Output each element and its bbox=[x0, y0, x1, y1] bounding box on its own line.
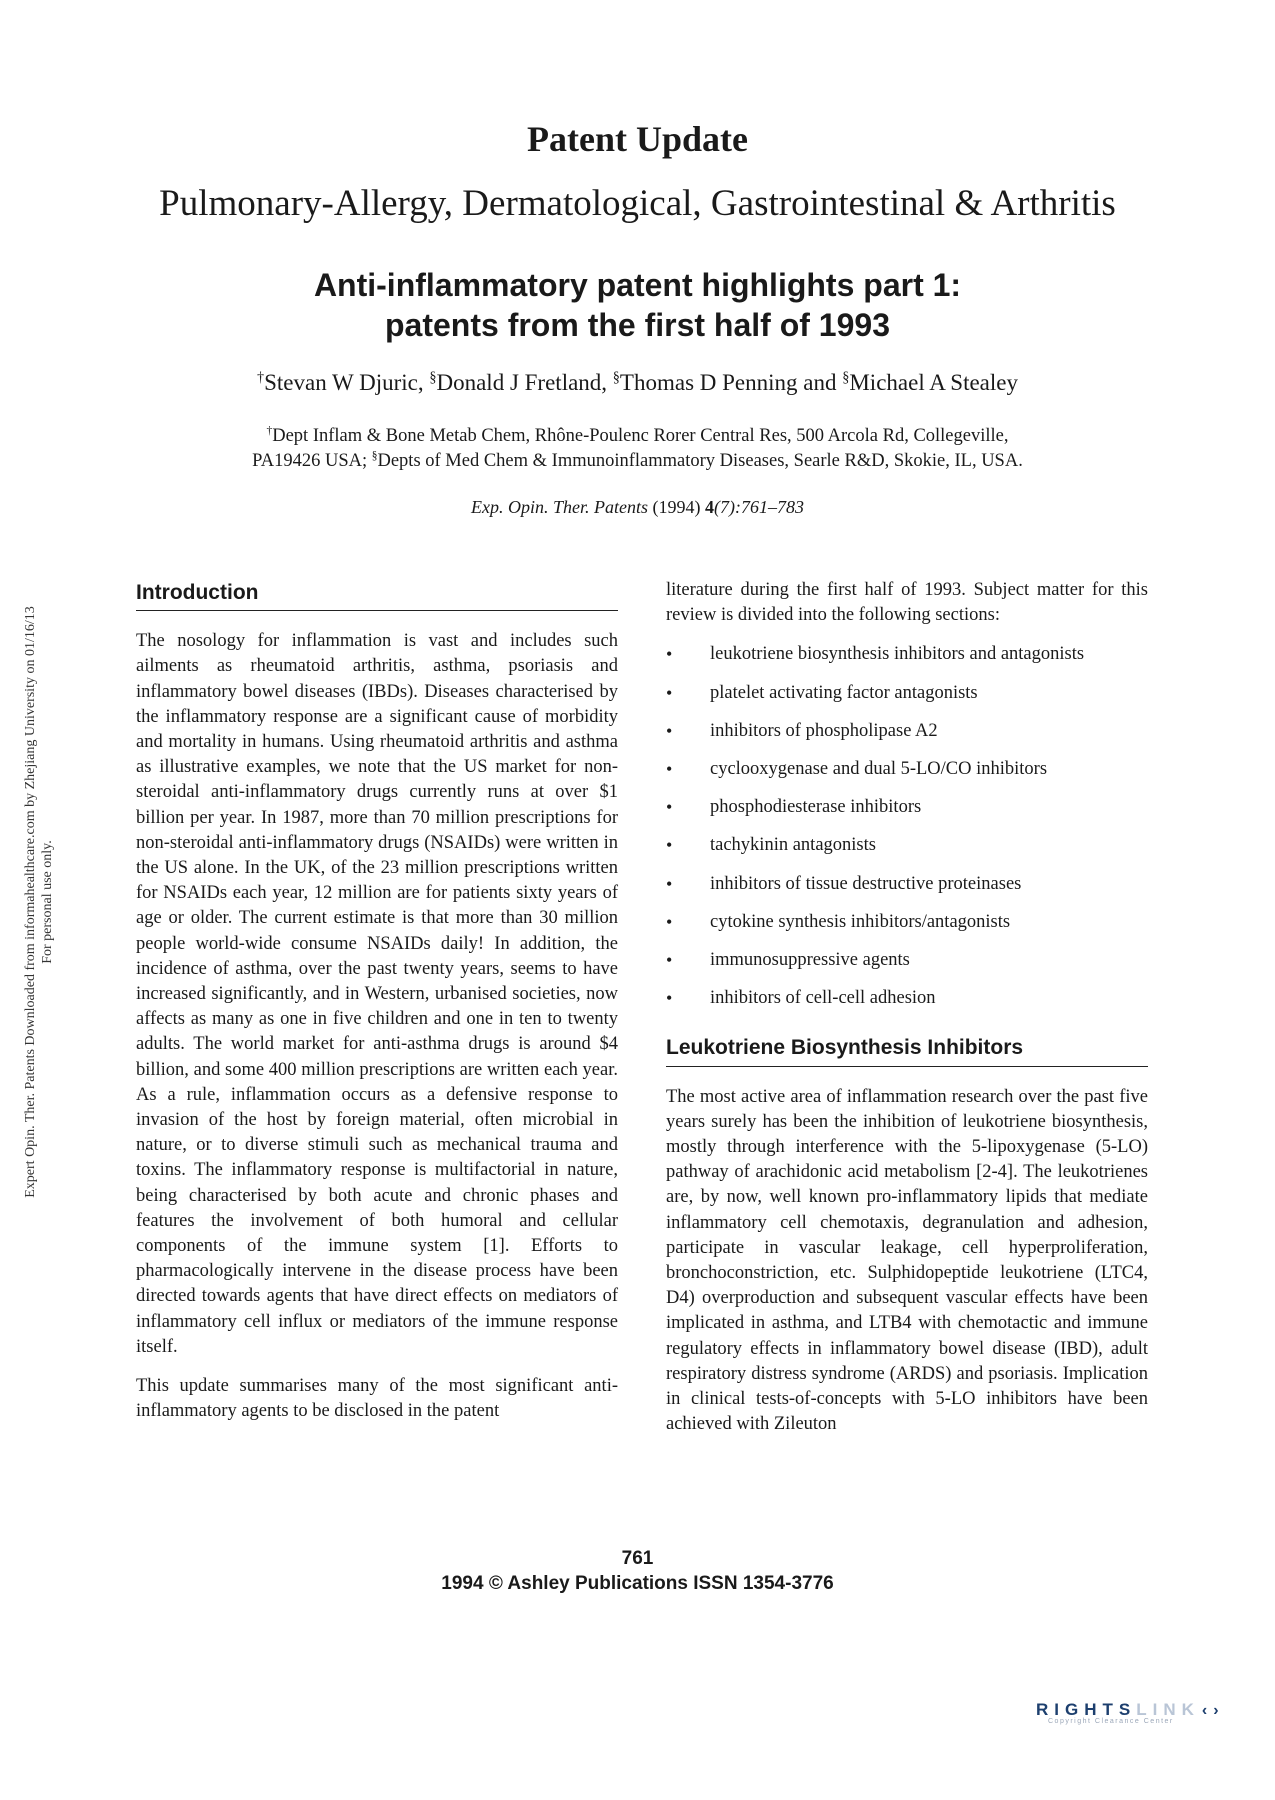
citation-year: (1994) bbox=[652, 497, 701, 517]
bullet-icon: • bbox=[666, 873, 673, 894]
citation-journal: Exp. Opin. Ther. Patents bbox=[471, 497, 648, 517]
intro-paragraph-2: This update summarises many of the most significant anti-inflammatory agents to be disclosed in the patent bbox=[136, 1376, 618, 1422]
list-item-text: platelet activating factor antagonists bbox=[710, 682, 978, 703]
list-item-text: tachykinin antagonists bbox=[710, 835, 876, 856]
citation-volume: 4 bbox=[705, 497, 714, 517]
affiliation-2-prefix: PA19426 USA; bbox=[252, 451, 368, 471]
list-item bbox=[666, 872, 1148, 897]
bullet-icon: • bbox=[666, 644, 673, 665]
bullet-icon: • bbox=[666, 950, 673, 971]
list-item-text: leukotriene biosynthesis inhibitors and antagonists bbox=[710, 644, 1085, 665]
title-line-1: Anti-inflammatory patent highlights part 1: bbox=[313, 267, 962, 303]
citation bbox=[0, 497, 1275, 518]
list-item-text: inhibitors of tissue destructive proteinases bbox=[710, 873, 1022, 894]
author-4-name: Michael A Stealey bbox=[849, 370, 1018, 395]
download-note-line-1: Expert Opin. Ther. Patents Downloaded from informahealthcare.com by Zhejiang University on 01/16/13 bbox=[23, 606, 38, 1198]
list-item bbox=[666, 833, 1148, 858]
rightslink-wordmark bbox=[1036, 1700, 1256, 1720]
bullet-icon: • bbox=[666, 720, 673, 741]
download-note bbox=[22, 532, 56, 1272]
rightslink-logo bbox=[1036, 1700, 1256, 1725]
list-item-text: cyclooxygenase and dual 5-LO/CO inhibitors bbox=[710, 759, 1048, 780]
rightslink-subtext: Copyright Clearance Center bbox=[1048, 1718, 1174, 1725]
author-3-name: Thomas D Penning and bbox=[619, 370, 837, 395]
affiliation-1-text: Dept Inflam & Bone Metab Chem, Rhône-Poulenc Rorer Central Res, 500 Arcola Rd, Collegeville, bbox=[272, 426, 1009, 446]
download-note-line-2: For personal use only. bbox=[40, 840, 55, 964]
bullet-icon: • bbox=[666, 759, 673, 780]
rightslink-arrow-icon: ‹› bbox=[1201, 1702, 1225, 1719]
list-item bbox=[666, 910, 1148, 935]
citation-issue-pages: (7):761–783 bbox=[714, 497, 804, 517]
list-item bbox=[666, 681, 1148, 706]
affiliation-2-text: Depts of Med Chem & Immunoinflammatory Diseases, Searle R&D, Skokie, IL, USA. bbox=[377, 451, 1023, 471]
article-title bbox=[0, 265, 1275, 345]
author-3-mark: § bbox=[612, 369, 620, 386]
bullet-icon: • bbox=[666, 797, 673, 818]
author-list bbox=[0, 370, 1275, 396]
list-item-text: inhibitors of phospholipase A2 bbox=[710, 720, 938, 741]
left-column bbox=[136, 578, 618, 1439]
intro-paragraph-1: The nosology for inflammation is vast and includes such ailments as rheumatoid arthritis, asthma, psoriasis and inflammatory bowel diseases (IBDs). Diseases characterised by the inflammatory response are a significant cause of morbidity and mortality in humans. Using rheumatoid arthritis and asthma as illustrative examples, we note that the US market for non-steroidal anti-inflammatory drugs currently runs at over $1 billion per year. In 1987, more than 70 million prescriptions for non-steroidal anti-inflammatory drugs (NSAIDs) were written in the US alone. In the UK, of the 23 million prescriptions written for NSAIDs each year, 12 million are for patients sixty years of age or older. The current estimate is that more than 30 million people world-wide consume NSAIDs daily! In addition, the incidence of asthma, over the past twenty years, seems to have increased significantly, and in Western, urbanised societies, now affects as many as one in five children and one in ten to twenty adults. The world market for anti-asthma drugs is around $4 billion, and some 400 million prescriptions are written each year. As a rule, inflammation occurs as a defensive response to invasion of the host by foreign material, often microbial in nature, or to diverse stimuli such as mechanical trauma and toxins. The inflammatory response is multifactorial in nature, being characterised by both acute and chronic phases and features the involvement of both humoral and cellular components of the immune system [1]. Efforts to pharmacologically intervene in the disease process have been directed towards agents that have direct effects on mediators of inflammatory cell influx or mediators of the immune response itself. bbox=[136, 631, 618, 1357]
list-item bbox=[666, 948, 1148, 973]
list-item bbox=[666, 719, 1148, 744]
bullet-icon: • bbox=[666, 911, 673, 932]
introduction-heading: Introduction bbox=[136, 580, 618, 611]
list-item bbox=[666, 795, 1148, 820]
bullet-icon: • bbox=[666, 988, 673, 1009]
author-2-name: Donald J Fretland, bbox=[436, 370, 608, 395]
leukotriene-heading: Leukotriene Biosynthesis Inhibitors bbox=[666, 1035, 1148, 1066]
list-item bbox=[666, 642, 1148, 667]
page-number: 761 bbox=[621, 1548, 654, 1569]
author-2-mark: § bbox=[429, 369, 437, 386]
affiliation-2-mark: § bbox=[371, 449, 378, 462]
list-item bbox=[666, 986, 1148, 1011]
list-item bbox=[666, 757, 1148, 782]
list-item-text: immunosuppressive agents bbox=[710, 950, 910, 971]
publisher-line: 1994 © Ashley Publications ISSN 1354-3776 bbox=[441, 1573, 834, 1594]
affiliations bbox=[0, 424, 1275, 474]
leukotriene-paragraph-1: The most active area of inflammation research over the past five years surely has been the inhibition of leukotriene biosynthesis, mostly through interference with the 5-lipoxygenase (5-LO) pathway of arachidonic acid metabolism [2-4]. The leukotrienes are, by now, well known pro-inflammatory lipids that mediate inflammatory cell chemotaxis, degranulation and adhesion, participate in vascular leakage, cell hyperproliferation, bronchoconstriction, etc. Sulphidopeptide leukotriene (LTC4, D4) overproduction and subsequent vascular effects have been implicated in asthma, and LTB4 with chemotactic and immune regulatory effects in inflammatory bowel disease (IBD), adult respiratory distress syndrome (ARDS) and psoriasis. Implication in clinical tests-of-concepts with 5-LO inhibitors have been achieved with Zileuton bbox=[666, 1086, 1148, 1435]
intro-paragraph-2-continued: literature during the first half of 1993. Subject matter for this review is divided into the following sections: bbox=[666, 580, 1148, 626]
rightslink-text-light: LINK bbox=[1136, 1700, 1200, 1719]
section-label: Patent Update bbox=[527, 119, 748, 159]
author-4-mark: § bbox=[842, 369, 850, 386]
rightslink-text-dark: RIGHTS bbox=[1036, 1700, 1137, 1719]
affiliation-line-2 bbox=[0, 449, 1275, 474]
affiliation-1-mark: † bbox=[266, 424, 273, 437]
list-item-text: inhibitors of cell-cell adhesion bbox=[710, 988, 936, 1009]
author-1-name: Stevan W Djuric, bbox=[264, 370, 424, 395]
right-column bbox=[666, 578, 1148, 1451]
section-subtitle: Pulmonary-Allergy, Dermatological, Gastrointestinal & Arthritis bbox=[159, 183, 1116, 224]
affiliation-line-1 bbox=[0, 424, 1275, 449]
list-item-text: phosphodiesterase inhibitors bbox=[710, 797, 922, 818]
author-1-mark: † bbox=[257, 369, 265, 386]
bullet-icon: • bbox=[666, 682, 673, 703]
bullet-icon: • bbox=[666, 835, 673, 856]
sections-list bbox=[666, 642, 1148, 1011]
title-line-2: patents from the first half of 1993 bbox=[385, 307, 890, 343]
list-item-text: cytokine synthesis inhibitors/antagonists bbox=[710, 911, 1011, 932]
